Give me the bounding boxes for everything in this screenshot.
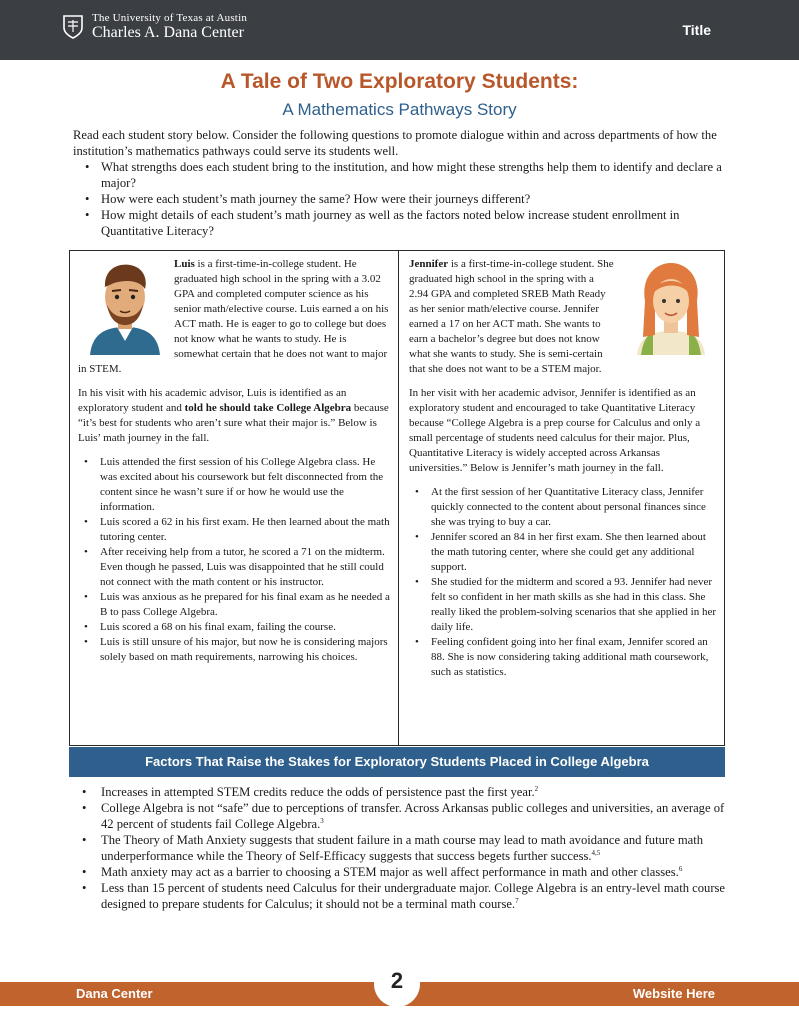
footer-org-name: Dana Center (76, 986, 153, 1001)
factor-item (80, 864, 730, 880)
ut-seal-icon (62, 14, 84, 40)
luis-name: Luis (174, 258, 195, 270)
footnote-ref: 2 (534, 784, 539, 793)
question-item: • How were each student’s math journey the same? How were their journeys different? (83, 191, 733, 207)
journey-item: • Luis attended the first session of his College Algebra class. He was excited about his coursework but felt disconnected from the content since he wasn’t sure if or how he would use the information. (82, 455, 390, 515)
question-item: • How might details of each student’s math journey as well as the factors noted below increase student enrollment in Quantitative Literacy? (83, 207, 733, 239)
page-header (0, 0, 799, 60)
journey-item: • Feeling confident going into her final exam, Jennifer scored an 88. She is now considering taking additional math coursework, such as statistics. (413, 635, 717, 680)
factor-text: The Theory of Math Anxiety suggests that student failure in a math course may lead to math avoidance and future math underperformance while the Theory of Self-Efficacy suggests that success begets further success. (101, 833, 703, 863)
intro-section (73, 127, 733, 239)
journey-item: • Luis is still unsure of his major, but now he is considering majors solely based on math requirements, narrowing his choices. (82, 635, 390, 665)
jennifer-avatar (623, 257, 719, 355)
factor-item (80, 784, 730, 800)
intro-paragraph: Read each student story below. Consider the following questions to promote dialogue within and across departments of how the institution’s mathematics pathways could serve its students well. (73, 128, 717, 158)
footnote-ref: 6 (678, 864, 683, 873)
journey-item: • At the first session of her Quantitative Literacy class, Jennifer quickly connected to the content about personal finances since she was trying to buy a car. (413, 485, 717, 530)
journey-item: • Luis scored a 62 in his first exam. He then learned about the math tutoring center. (82, 515, 390, 545)
page-number: 2 (374, 961, 420, 1007)
factor-text: Increases in attempted STEM credits reduce the odds of persistence past the first year. (101, 785, 535, 799)
luis-journey-list (82, 455, 390, 665)
factor-text: Math anxiety may act as a barrier to choosing a STEM major as well affect performance in math and other classes. (101, 865, 679, 879)
factor-text: Less than 15 percent of students need Calculus for their undergraduate major. College Algebra is an entry-level math course designed to prepare students for Calculus; it should not be a terminal math course. (101, 881, 726, 911)
student-stories-box (69, 250, 725, 746)
jennifer-bio-text: is a first-time-in-college student. She graduated high school in the spring with a 2.94 GPA and completed SREB Math Ready as her senior math/elective course. Jennifer earned a 17 on her ACT math. She wants to earn a bachelor’s degree but does not know what she wants to study. She is semi-certain that she does not want to be a STEM major. (409, 258, 614, 375)
luis-advisor-text-a: In his visit with his academic advisor, Luis is identified as an exploratory student and (78, 387, 347, 414)
factor-item (80, 800, 730, 832)
luis-advisor-emphasis: told he should take College Algebra (184, 402, 352, 414)
journey-item: • Jennifer scored an 84 in her first exam. She then learned about the math tutoring center, where she could get any additional support. (413, 530, 717, 575)
luis-bio-text: is a first-time-in-college student. He graduated high school in the spring with a 3.02 GPA and completed computer science as his senior math/elective course. Luis earned a on his ACT math. He is eager to go to college but does not know what he wants to study. He is somewhat certain that he does not want to major in STEM. (78, 258, 389, 375)
luis-advisor-paragraph (78, 386, 390, 446)
luis-avatar (84, 257, 166, 355)
jennifer-advisor-paragraph: In her visit with her academic advisor, Jennifer is identified as an exploratory student and encouraged to take Quantitative Literacy because “College Algebra is a prep course for Calculus and only a small percentage of students need calculus for their major. Plus, Quantitative Literacy is widely accepted across Arkansas universities.” Below is Jennifer’s math journey in the fall. (409, 387, 701, 474)
journey-item: • After receiving help from a tutor, he scored a 71 on the midterm. Even though he passed, Luis was disappointed that he still could not connect with the math content or his instructor. (82, 545, 390, 590)
factor-text: College Algebra is not “safe” due to perceptions of transfer. Across Arkansas public colleges and universities, an average of 42 percent of students fail College Algebra. (101, 801, 725, 831)
factor-item (80, 880, 730, 912)
footnote-ref: 4,5 (591, 848, 601, 857)
jennifer-story (399, 251, 725, 680)
journey-item: • Luis was anxious as he prepared for his final exam as he needed a B to pass College Algebra. (82, 590, 390, 620)
luis-story (70, 251, 398, 665)
journey-item: • She studied for the midterm and scored a 93. Jennifer had never felt so confident in her math skills as she had in this class. She really liked the problem-solving scenarios that she applied in her daily life. (413, 575, 717, 635)
jennifer-journey-list (413, 485, 717, 680)
header-title: Title (682, 22, 711, 38)
footnote-ref: 7 (515, 896, 519, 905)
factor-item (80, 832, 730, 864)
question-item: • What strengths does each student bring to the institution, and how might these strengths help them to identify and declare a major? (83, 159, 733, 191)
discussion-questions (83, 159, 733, 239)
factors-heading: Factors That Raise the Stakes for Exploratory Students Placed in College Algebra (69, 747, 725, 777)
footnote-ref: 3 (320, 816, 324, 825)
footer-website-link[interactable]: Website Here (632, 986, 715, 1001)
dana-center-logo (62, 12, 247, 42)
org-line-1: The University of Texas at Austin (92, 12, 248, 24)
luis-advisor-text-b: because “it’s best for students who aren’t sure what their major is.” Below is Luis’ math journey in the fall. (78, 402, 389, 444)
org-line-2: Charles A. Dana Center (92, 24, 244, 42)
journey-item: • Luis scored a 68 on his final exam, failing the course. (82, 620, 390, 635)
page-title: A Tale of Two Exploratory Students: (220, 70, 579, 93)
page-subtitle: A Mathematics Pathways Story (282, 100, 517, 119)
factors-list (80, 784, 730, 912)
jennifer-name: Jennifer (409, 258, 449, 270)
